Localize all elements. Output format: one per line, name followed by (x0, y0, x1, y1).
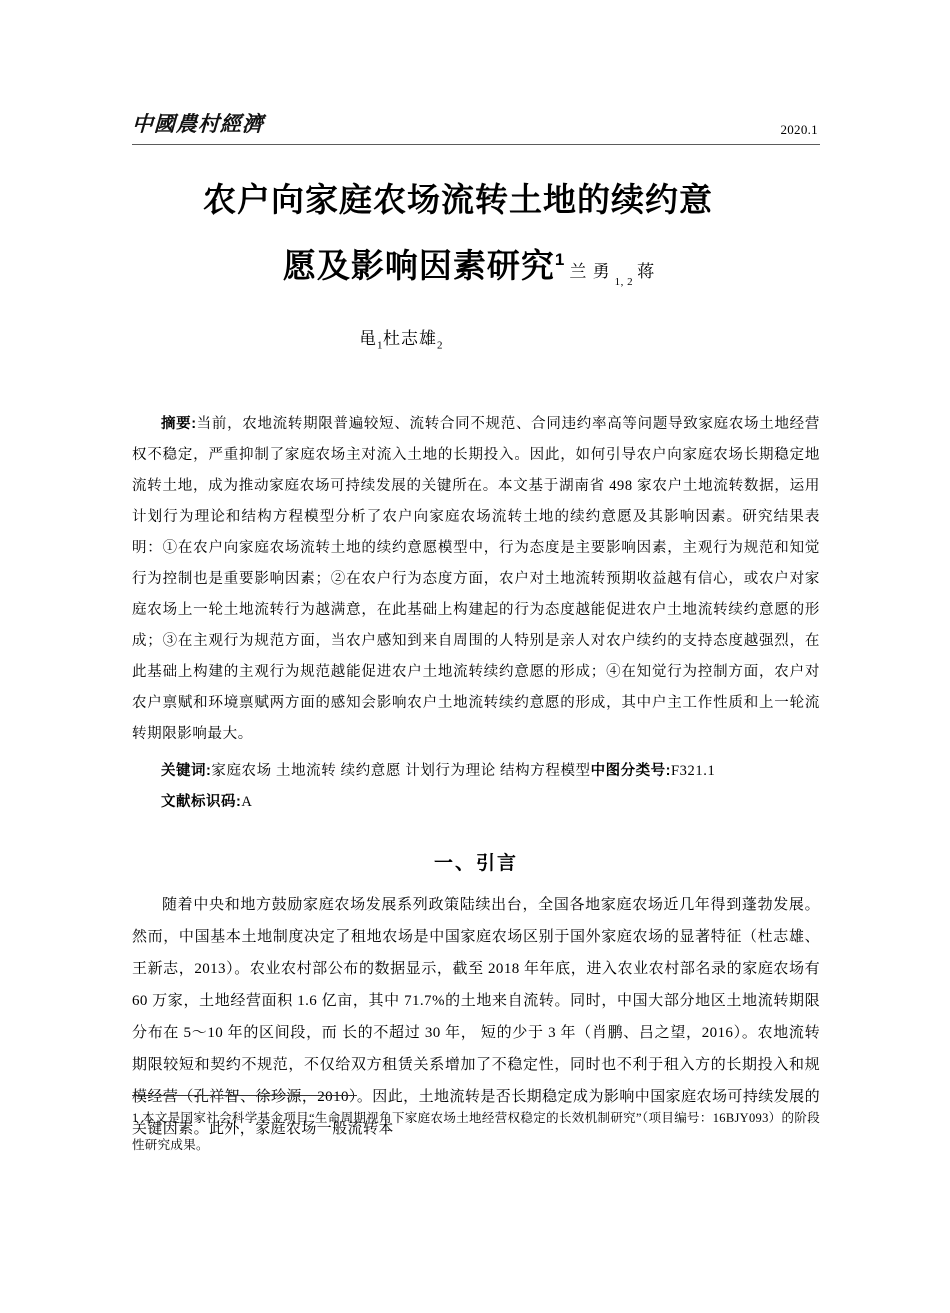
footnote-zone (132, 1095, 820, 1159)
title-footnote-marker: 1 (554, 250, 566, 269)
author-name-1: 兰 勇 (569, 262, 611, 281)
issue-number: 2020.1 (780, 122, 818, 137)
author-name-2-cont: 黾 (359, 328, 377, 348)
footnote-separator (132, 1095, 357, 1096)
keywords-block (132, 756, 820, 818)
author-affiliation-1: 1, 2 (614, 275, 634, 288)
keywords-label: 关键词: (161, 762, 212, 779)
clc-value: F321.1 (671, 762, 716, 779)
author-name-3: 杜志雄 (383, 328, 437, 348)
body-paragraph-1: 随着中央和地方鼓励家庭农场发展系列政策陆续出台，全国各地家庭农场近几年得到蓬勃发展。然而，中国基本土地制度决定了租地农场是中国家庭农场区别于国外家庭农场的显著特征（杜志雄、王新志，2013）。农业农村部公布的数据显示，截至 2018 年年底，进入农业农村部名录的家庭农场有 60 万家，土地经营面积 1.6 亿亩，其中 71.7%的土地来自流转。同时，中国大部分地区土地流转期限分布在 5～10 年的区间段，而 长的不超过 30 年， 短的少于 3 年（肖鹏、吕之望，2016）。农地流转期限较短和契约不规范，不仅给双方租赁关系增加了不稳定性，同时也不利于租入方的长期投入和规模经营（孔祥智、徐珍源，2010）。因此，土地流转是否长期稳定成为影响中国家庭农场可持续发展的关键因素。此外，家庭农场一般流转本 (132, 896, 820, 1137)
clc-label: 中图分类号: (590, 762, 671, 779)
journal-masthead: 中國農村經濟 (131, 112, 265, 136)
document-code-value: A (241, 793, 253, 810)
abstract-block (132, 409, 820, 750)
author-line-2 (132, 324, 820, 351)
title-block (132, 170, 820, 351)
page-title-line-1: 农户向家庭农场流转土地的续约意 (203, 181, 713, 218)
document-code-label: 文献标识码: (161, 793, 242, 810)
page-title-line-2 (132, 230, 820, 312)
running-head (132, 108, 820, 156)
page-title-line-2-text: 愿及影响因素研究 (282, 247, 555, 284)
header-divider (132, 144, 820, 145)
section-heading-introduction: 一、引言 (433, 852, 518, 874)
abstract-indent-spacer (132, 416, 161, 432)
footnote-text: 1 本文是国家社会科学基金项目“生命周期视角下家庭农场土地经营权稳定的长效机制研究”（项目编号：16BJY093）的阶段性研究成果。 (132, 1111, 820, 1152)
abstract-text: 当前，农地流转期限普遍较短、流转合同不规范、合同违约率高等问题导致家庭农场土地经营权不稳定，严重抑制了家庭农场主对流入土地的长期投入。因此，如何引导农户向家庭农场长期稳定地流转土地，成为推动家庭农场可持续发展的关键所在。本文基于湖南省 498 家农户土地流转数据，运用计划行为理论和结构方程模型分析了农户向家庭农场流转土地的续约意愿及其影响因素。研究结果表明：①在农户向家庭农场流转土地的续约意愿模型中，行为态度是主要影响因素，主观行为规范和知觉行为控制也是重要影响因素；②在农户行为态度方面，农户对土地流转预期收益越有信心，或农户对家庭农场上一轮土地流转行为越满意，在此基础上构建起的行为态度越能促进农户土地流转续约意愿的形成；③在主观行为规范方面，当农户感知到来自周围的人特别是亲人对农户续约的支持态度越强烈，在此基础上构建的主观行为规范越能促进农户土地流转续约意愿的形成；④在知觉行为控制方面，农户对农户禀赋和环境禀赋两方面的感知会影响农户土地流转续约意愿的形成，其中户主工作性质和上一轮流转期限影响最大。 (132, 415, 820, 742)
author-affiliation-3: 2 (437, 338, 443, 351)
page-content-column (132, 0, 820, 1145)
abstract-label: 摘要: (161, 415, 197, 432)
keywords-list: 家庭农场 土地流转 续约意愿 计划行为理论 结构方程模型 (211, 762, 591, 779)
author-affiliation-2: 1 (377, 338, 383, 351)
document-code-row (161, 787, 820, 818)
author-name-2-part: 蒋 (637, 262, 656, 281)
